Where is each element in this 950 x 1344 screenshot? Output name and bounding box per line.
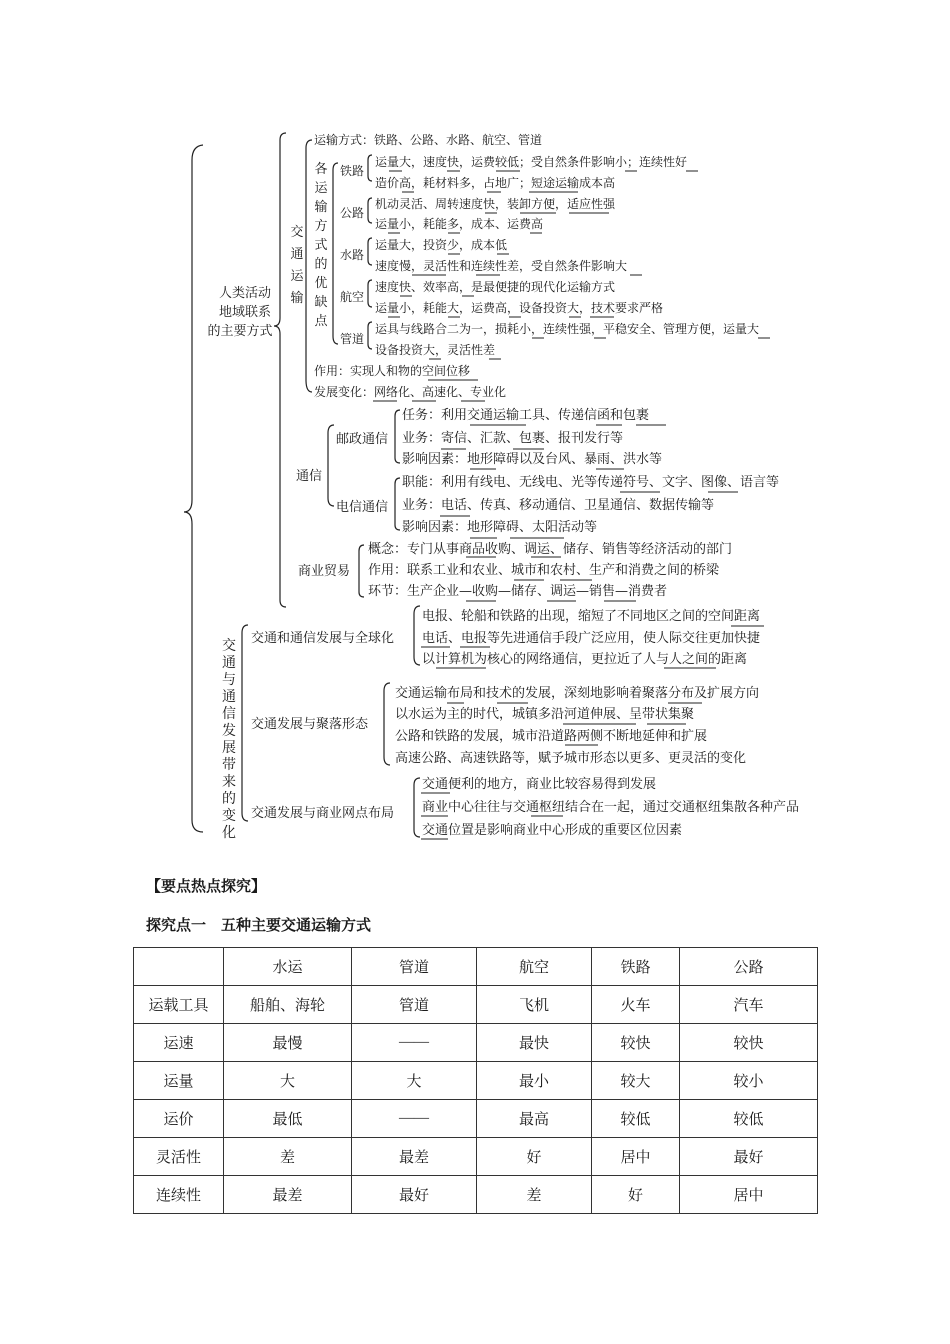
table-cell: 船舶、海轮 <box>224 986 352 1024</box>
telecom-label: 电信通信 <box>336 500 389 515</box>
table-cell: 差 <box>477 1176 592 1214</box>
table-cell: —— <box>352 1100 477 1138</box>
transport-modes: 运输方式：铁路、公路、水路、航空、管道 <box>314 133 543 147</box>
table-cell: 较小 <box>680 1062 818 1100</box>
settlement-line-2: 以水运为主的时代，城镇多沿河道伸展、呈带状集聚 <box>395 707 695 722</box>
postal-task: 任务：利用交通运输工具、传递信函和包裹 <box>402 408 650 423</box>
table-cell: 最差 <box>224 1176 352 1214</box>
table-cell: 汽车 <box>680 986 818 1024</box>
table-cell: 最低 <box>224 1100 352 1138</box>
table-row <box>134 1138 818 1176</box>
settlement-line-3: 公路和铁路的发展，城市沿道路两侧不断地延伸和扩展 <box>395 729 708 744</box>
table-cell: 较大 <box>592 1062 680 1100</box>
rail-cons: 造价高，耗材料多，占地广；短途运输成本高 <box>375 176 616 190</box>
rail-label: 铁路 <box>340 164 365 178</box>
table-cell: 最慢 <box>224 1024 352 1062</box>
settlement-line-1: 交通运输布局和技术的发展，深刻地影响着聚落分布及扩展方向 <box>395 686 760 701</box>
transport-comparison-table <box>133 947 818 1214</box>
table-cell: 居中 <box>680 1176 818 1214</box>
table-cell: 管道 <box>352 986 477 1024</box>
changes-label: 交通与通信发展带来的变化 <box>222 638 236 841</box>
trade-concept: 概念：专门从事商品收购、调运、储存、销售等经济活动的部门 <box>368 542 733 557</box>
table-cell: 连续性 <box>134 1176 224 1214</box>
table-cell: —— <box>352 1024 477 1062</box>
globalization-label: 交通和通信发展与全球化 <box>251 631 395 646</box>
rail-pros: 运量大，速度快，运费较低；受自然条件影响小；连续性好 <box>375 155 688 169</box>
telecom-factors: 影响因素：地形障碍、太阳活动等 <box>402 520 598 535</box>
table-row <box>134 1062 818 1100</box>
globalization-line-2: 电话、电报等先进通信手段广泛应用，使人际交往更加快捷 <box>422 631 761 646</box>
table-header-row <box>134 948 818 986</box>
communication-label: 通信 <box>296 469 323 484</box>
road-pros: 机动灵活、周转速度快，装卸方便，适应性强 <box>375 197 616 211</box>
telecom-business: 业务：电话、传真、移动通信、卫星通信、数据传输等 <box>402 498 715 513</box>
water-pros: 运量大，投资少，成本低 <box>375 238 508 252</box>
table-cell: 居中 <box>592 1138 680 1176</box>
table-cell: 较快 <box>680 1024 818 1062</box>
table-cell: 运速 <box>134 1024 224 1062</box>
water-label: 水路 <box>340 248 365 262</box>
globalization-line-3: 以计算机为核心的网络通信，更拉近了人与人之间的距离 <box>422 652 748 667</box>
table-cell: 最快 <box>477 1024 592 1062</box>
table-row <box>134 1176 818 1214</box>
commerce-label: 交通发展与商业网点布局 <box>251 806 395 821</box>
pipe-pros: 运具与线路合二为一，损耗小，连续性强，平稳安全、管理方便，运量大 <box>375 322 760 336</box>
transport-label: 交通运输 <box>290 225 304 306</box>
table-row <box>134 1100 818 1138</box>
commerce-line-2: 商业中心往往与交通枢纽结合在一起，通过交通枢纽集散各种产品 <box>422 800 800 815</box>
root-line-1: 人类活动 <box>218 286 271 301</box>
pipe-label: 管道 <box>340 332 365 346</box>
table-header-cell: 水运 <box>224 948 352 986</box>
table-cell: 运价 <box>134 1100 224 1138</box>
postal-label: 邮政通信 <box>336 432 389 447</box>
trade-label: 商业贸易 <box>298 564 351 579</box>
section-subheading: 探究点一 五种主要交通运输方式 <box>146 916 372 934</box>
table-cell: 最好 <box>680 1138 818 1176</box>
table-cell: 大 <box>352 1062 477 1100</box>
pipe-cons: 设备投资大，灵活性差 <box>375 343 496 357</box>
postal-business: 业务：寄信、汇款、包裹、报刊发行等 <box>402 431 624 446</box>
water-cons: 速度慢，灵活性和连续性差，受自然条件影响大 <box>375 259 628 273</box>
trade-function: 作用：联系工业和农业、城市和农村、生产和消费之间的桥梁 <box>368 563 720 578</box>
root-node <box>207 284 274 341</box>
table-cell: 好 <box>477 1138 592 1176</box>
table-cell: 较低 <box>680 1100 818 1138</box>
table-cell: 差 <box>224 1138 352 1176</box>
table-cell: 最差 <box>352 1138 477 1176</box>
air-cons: 运量小，耗能大，运费高，设备投资大，技术要求严格 <box>375 301 664 315</box>
pros-cons-label: 各运输方式的优缺点 <box>314 162 328 329</box>
section-heading: 【要点热点探究】 <box>146 877 267 895</box>
table-header-cell: 公路 <box>680 948 818 986</box>
postal-factors: 影响因素：地形障碍以及台风、暴雨、洪水等 <box>402 452 663 467</box>
settlement-line-4: 高速公路、高速铁路等，赋予城市形态以更多、更灵活的变化 <box>395 751 747 766</box>
settlement-label: 交通发展与聚落形态 <box>251 717 369 732</box>
root-line-2: 地域联系 <box>218 305 271 320</box>
road-cons: 运量小，耗能多，成本、运费高 <box>375 217 544 231</box>
air-pros: 速度快、效率高，是最便捷的现代化运输方式 <box>375 280 616 294</box>
table-cell: 最小 <box>477 1062 592 1100</box>
table-cell: 较低 <box>592 1100 680 1138</box>
globalization-line-1: 电报、轮船和铁路的出现，缩短了不同地区之间的空间距离 <box>422 609 761 624</box>
commerce-line-3: 交通位置是影响商业中心形成的重要区位因素 <box>422 823 683 838</box>
table-cell: 最高 <box>477 1100 592 1138</box>
trade-links: 环节：生产企业—收购—储存、调运—销售—消费者 <box>368 584 668 599</box>
table-cell: 运量 <box>134 1062 224 1100</box>
table-cell: 飞机 <box>477 986 592 1024</box>
table-header-cell: 管道 <box>352 948 477 986</box>
table-header-cell <box>134 948 224 986</box>
road-label: 公路 <box>340 206 365 220</box>
table-cell: 较快 <box>592 1024 680 1062</box>
table-cell: 最好 <box>352 1176 477 1214</box>
root-line-3: 的主要方式 <box>207 324 273 339</box>
table-cell: 好 <box>592 1176 680 1214</box>
table-cell: 大 <box>224 1062 352 1100</box>
table-cell: 灵活性 <box>134 1138 224 1176</box>
air-label: 航空 <box>340 290 365 304</box>
table-header-cell: 铁路 <box>592 948 680 986</box>
table-cell: 运载工具 <box>134 986 224 1024</box>
transport-development: 发展变化：网络化、高速化、专业化 <box>314 385 507 399</box>
transport-function: 作用：实现人和物的空间位移 <box>314 364 471 378</box>
commerce-line-1: 交通便利的地方，商业比较容易得到发展 <box>422 777 657 792</box>
table-header-cell: 航空 <box>477 948 592 986</box>
telecom-function: 职能：利用有线电、无线电、光等传递符号、文字、图像、语言等 <box>402 475 780 490</box>
table-cell: 火车 <box>592 986 680 1024</box>
table-row <box>134 986 818 1024</box>
table-row <box>134 1024 818 1062</box>
